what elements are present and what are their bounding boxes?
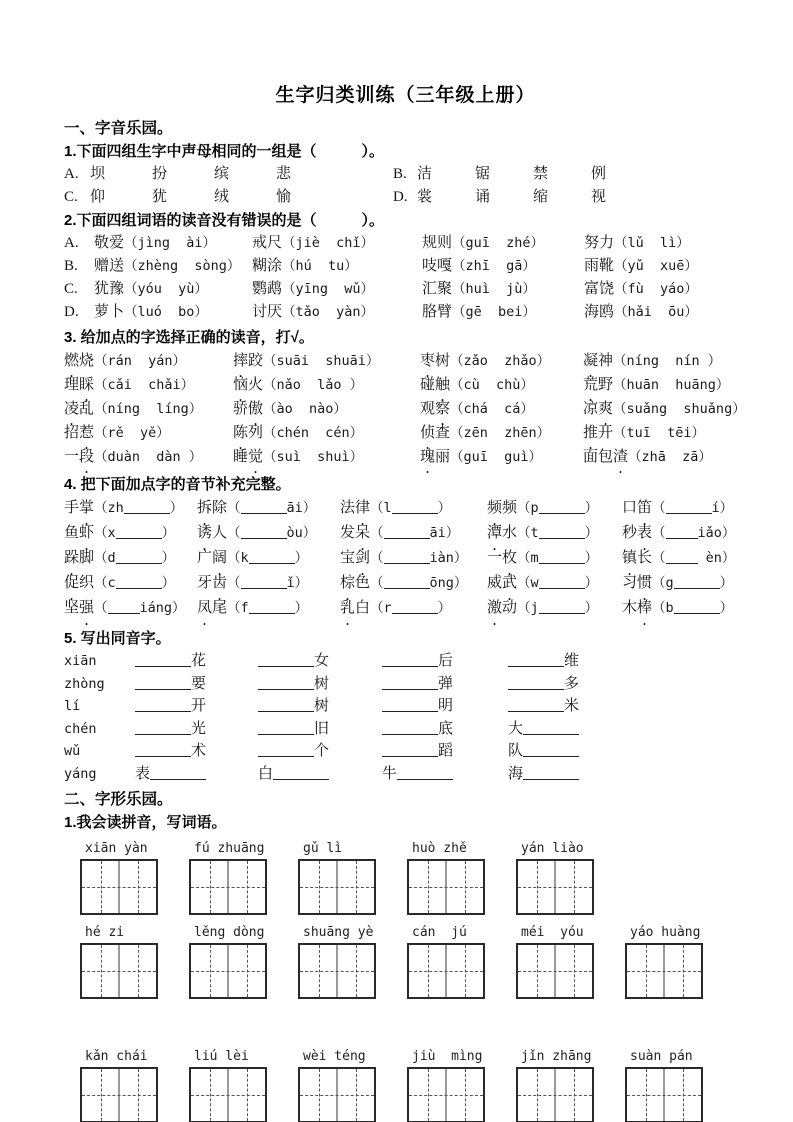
pinyin-label: yán liào (521, 841, 584, 856)
blank-line (135, 721, 191, 735)
blank-line (249, 602, 295, 614)
blank-line (674, 602, 720, 614)
homophone-cell: 术 (135, 740, 258, 763)
word-item: 吱嘎（zhī gā） (422, 258, 536, 274)
blank-line (150, 766, 206, 780)
pinyin: （zēn zhēn） (450, 425, 551, 441)
word-item: 胳臂（gē bei） (422, 304, 536, 320)
pinyin-label: hé zi (85, 925, 125, 940)
q2-prompt: 2.下面四组词语的读音没有错误的是（ ）。 (64, 212, 385, 229)
pinyin: （yǔ xuē） (614, 258, 698, 274)
grid-item (516, 841, 594, 915)
pinyin-label: yáng (64, 765, 97, 782)
pinyin-label: lí (64, 698, 81, 714)
dotted-word-item: 碰触（cù chù） (420, 377, 534, 393)
blank-line (135, 676, 191, 690)
pinyin: （tuī tēi） (613, 425, 706, 441)
syllable-fill-item: 宝剑（ iàn） (340, 550, 468, 566)
q4-prompt: 4. 把下面加点字的音节补充完整。 (64, 476, 291, 493)
q4-row (64, 571, 747, 596)
pinyin: （suāi shuāi） (263, 353, 380, 369)
pinyin: （cǎi chǎi） (94, 377, 195, 393)
blank-line (135, 698, 191, 712)
q3-row (64, 421, 747, 445)
word-item: 规则（guī zhé） (422, 235, 545, 251)
homophone-cell: 后 (382, 650, 508, 673)
blank-line (124, 502, 170, 514)
blank-line (666, 552, 698, 564)
hanzi: 仰 (90, 189, 106, 205)
pinyin: （lǔ lì） (614, 235, 690, 251)
pinyin: （rán yán） (94, 353, 187, 369)
grid-item (80, 1049, 158, 1122)
blank-line (135, 743, 191, 757)
section2-heading: 二、字形乐园。 (64, 791, 173, 808)
word-item: 敬爱（jìng ài） (94, 235, 217, 251)
word-item: 萝卜（luó bo） (94, 304, 208, 320)
syllable-fill-item: 木棒（b ） (622, 600, 734, 616)
pinyin-label: zhòng (64, 675, 105, 692)
q4-row (64, 496, 747, 521)
blank-line (392, 502, 438, 514)
q2-row (64, 232, 747, 255)
pinyin: （fù yáo） (614, 281, 698, 297)
hanzi: 愉 (276, 189, 292, 205)
homophone-cell: 牛 (382, 763, 508, 786)
writing-grid-box (80, 859, 158, 915)
blank-line (666, 502, 712, 514)
homophone-cell: 树 (258, 695, 382, 718)
dotted-word-item: 凉爽（suǎng shuǎng） (583, 401, 746, 417)
writing-grid-box (407, 1067, 485, 1122)
pinyin-label: huò zhě (412, 841, 467, 856)
pinyin: （duàn dàn ） (94, 449, 203, 465)
blank-line (241, 527, 287, 539)
syllable-fill-item: 促织（c ） (64, 575, 176, 591)
grid-row (80, 841, 747, 915)
dotted-word-item: 凝神（níng nín ） (583, 353, 722, 369)
pinyin-label: kǎn chái (85, 1049, 148, 1064)
writing-grid-box (516, 1067, 594, 1122)
blank-line (523, 743, 579, 757)
blank-line (258, 698, 314, 712)
syllable-fill-item: 牙齿（ ǐ） (197, 575, 309, 591)
homophone-cell: 开 (135, 695, 258, 718)
writing-grid-box (407, 943, 485, 999)
homophone-cell: 要 (135, 673, 258, 696)
writing-grid-box (407, 859, 485, 915)
pinyin: （ào nào） (263, 401, 347, 417)
blank-line (258, 653, 314, 667)
q5-row (64, 695, 747, 718)
grid-item (189, 925, 267, 999)
blank-line (384, 552, 430, 564)
q5-row (64, 718, 747, 741)
blank-line (241, 577, 287, 589)
q1-option-row (64, 186, 747, 209)
pinyin: （tǎo yàn） (282, 304, 375, 320)
blank-line (666, 527, 698, 539)
q1-prompt: 1.下面四组生字中声母相同的一组是（ ）。 (64, 143, 385, 160)
syllable-fill-item: 秒表（ iǎo） (622, 525, 736, 541)
word-item: 海鸥（hǎi ōu） (584, 304, 698, 320)
q3-row (64, 445, 747, 469)
dotted-word-item: 睡觉（suì shuì） (233, 449, 364, 465)
blank-line (674, 577, 720, 589)
pinyin-label: fú zhuāng (194, 841, 265, 856)
blank-line (135, 653, 191, 667)
writing-grid-box (298, 859, 376, 915)
writing-grid-box (516, 859, 594, 915)
pinyin-label: xiān yàn (85, 841, 148, 856)
hanzi: 坝 (90, 166, 106, 182)
pinyin-label: jiù mìng (412, 1049, 483, 1064)
syllable-fill-item: 广阔（k ） (197, 550, 309, 566)
word-item: 雨靴（yǔ xuē） (584, 258, 698, 274)
writing-grid-box (298, 943, 376, 999)
hanzi: 禁 (533, 166, 549, 182)
grid-item (298, 1049, 376, 1122)
grid-row (80, 1049, 747, 1122)
dotted-word-item: 观察（chá cá） (420, 401, 534, 417)
writing-grid-box (298, 1067, 376, 1122)
blank-line (523, 766, 579, 780)
blank-line (508, 653, 564, 667)
option-label: B. (64, 258, 78, 274)
pinyin: （luó bo） (124, 304, 208, 320)
blank-line (508, 698, 564, 712)
syllable-fill-item: 鱼虾（x ） (64, 525, 176, 541)
pinyin: （zhī gā） (452, 258, 536, 274)
syllable-fill-item: 口笛（ í） (622, 500, 734, 516)
syllable-fill-item: 拆除（ āi） (197, 500, 317, 516)
pinyin: （níng líng） (94, 401, 203, 417)
blank-line (116, 552, 162, 564)
hanzi: 扮 (152, 166, 168, 182)
blank-line (539, 552, 585, 564)
dotted-word-item: 骄傲（ào nào） (233, 401, 347, 417)
writing-grid-box (625, 1067, 703, 1122)
grid-item (516, 1049, 594, 1122)
homophone-cell: 米 (508, 695, 747, 718)
writing-grid-box (189, 1067, 267, 1122)
homophone-cell: 表 (135, 763, 258, 786)
pinyin: （gē bei） (452, 304, 536, 320)
hanzi: 视 (591, 189, 607, 205)
option-label: A. (64, 166, 79, 182)
pinyin-label: chén (64, 720, 97, 737)
pinyin-label: xiān (64, 653, 97, 669)
writing-grid-box (625, 943, 703, 999)
writing-grid-box (80, 1067, 158, 1122)
blank-line (539, 527, 585, 539)
syllable-fill-item: 频频（p ） (487, 500, 599, 516)
syllable-fill-item: 法律（l ） (340, 500, 452, 516)
pinyin-label: yáo huàng (630, 925, 701, 940)
word-item: 汇聚（huì jù） (422, 281, 536, 297)
page-title: 生字归类训练（三年级上册） (275, 85, 536, 106)
option-label: D. (393, 189, 408, 205)
q2-row (64, 301, 747, 324)
dotted-word-item: 理睬（cǎi chǎi） (64, 377, 195, 393)
q5-prompt: 5. 写出同音字。 (64, 630, 171, 647)
q3-prompt: 3. 给加点的字选择正确的读音，打√。 (64, 329, 314, 346)
homophone-cell: 旧 (258, 718, 382, 741)
q4-row (64, 521, 747, 546)
q2-row (64, 278, 747, 301)
pinyin: （jìng ài） (124, 235, 217, 251)
grid-item (80, 841, 158, 915)
word-item: 犹豫（yóu yù） (94, 281, 208, 297)
grid-item (407, 841, 485, 915)
syllable-fill-item: 威武（w ） (487, 575, 599, 591)
hanzi: 锯 (475, 166, 491, 182)
pinyin: （zǎo zhǎo） (450, 353, 551, 369)
syllable-fill-item: 乳白（r ） (340, 600, 452, 616)
syllable-fill-item: 跺脚（d ） (64, 550, 176, 566)
blank-line (382, 698, 438, 712)
pinyin-label: shuāng yè (303, 925, 374, 940)
word-item: 富饶（fù yáo） (584, 281, 698, 297)
option-label: B. (393, 166, 407, 182)
pinyin: （suì shuì） (263, 449, 364, 465)
q5-row (64, 673, 747, 696)
q5-row (64, 740, 747, 763)
pinyin-label: liú lèi (194, 1049, 249, 1064)
hanzi: 洁 (417, 166, 433, 182)
dotted-word-item: 侦查（zēn zhēn） (420, 425, 551, 441)
pinyin: （hú tu） (282, 258, 358, 274)
writing-grid-box (189, 859, 267, 915)
hanzi: 犹 (152, 189, 168, 205)
pinyin: （chá cá） (450, 401, 534, 417)
homophone-cell: 明 (382, 695, 508, 718)
pinyin: （hǎi ōu） (614, 304, 698, 320)
homophone-cell: 花 (135, 650, 258, 673)
homophone-cell: 维 (508, 650, 747, 673)
pinyin: （guī guì） (450, 449, 543, 465)
pinyin-label: cán jú (412, 925, 467, 940)
option-label: A. (64, 235, 79, 251)
grid-item (407, 925, 485, 999)
blank-line (382, 743, 438, 757)
syllable-fill-item: 习惯（g ） (622, 575, 734, 591)
dotted-word-item: 招惹（rě yě） (64, 425, 170, 441)
writing-grid-box (80, 943, 158, 999)
pinyin: （suǎng shuǎng） (613, 401, 746, 417)
hanzi: 诵 (475, 189, 491, 205)
pinyin-writing-grids (80, 841, 747, 1122)
dotted-word-item: 陈列（chén cén） (233, 425, 364, 441)
option-label: C. (64, 281, 78, 297)
blank-line (382, 721, 438, 735)
hanzi: 缩 (533, 189, 549, 205)
grid-item (298, 925, 376, 999)
homophone-cell: 弹 (382, 673, 508, 696)
blank-line (116, 577, 162, 589)
pinyin-label: wèi téng (303, 1049, 366, 1064)
grid-item (407, 1049, 485, 1122)
hanzi: 绒 (214, 189, 230, 205)
grid-item (80, 925, 158, 999)
homophone-cell: 蹈 (382, 740, 508, 763)
homophone-cell: 大 (508, 718, 747, 741)
dotted-word-item: 瑰丽（guī guì） (420, 449, 543, 465)
blank-line (116, 527, 162, 539)
blank-line (539, 502, 585, 514)
homophone-cell: 白 (258, 763, 382, 786)
pinyin: （guī zhé） (452, 235, 545, 251)
homophone-cell: 队 (508, 740, 747, 763)
writing-grid-box (516, 943, 594, 999)
blank-line (258, 721, 314, 735)
pinyin: （jiè chǐ） (282, 235, 375, 251)
blank-line (258, 676, 314, 690)
grid-item (298, 841, 376, 915)
dotted-word-item: 摔跤（suāi shuāi） (233, 353, 380, 369)
blank-line (397, 766, 453, 780)
writing-grid-box (189, 943, 267, 999)
blank-line (508, 676, 564, 690)
q3-row (64, 349, 747, 373)
pinyin-label: wǔ (64, 743, 81, 759)
syllable-fill-item: 凤尾（f ） (197, 600, 309, 616)
homophone-cell: 个 (258, 740, 382, 763)
grid-item (625, 925, 703, 999)
blank-line (249, 552, 295, 564)
syllable-fill-item: 一枚（m ） (487, 550, 599, 566)
dotted-word-item: 恼火（nǎo lǎo ） (233, 377, 364, 393)
pinyin-label: gǔ lì (303, 841, 343, 856)
blank-line (382, 653, 438, 667)
syllable-fill-item: 激动（j ） (487, 600, 599, 616)
pinyin: （rě yě） (94, 425, 170, 441)
blank-line (382, 676, 438, 690)
grid-row (80, 925, 747, 999)
pinyin: （níng nín ） (613, 353, 722, 369)
blank-line (108, 602, 140, 614)
homophone-cell: 底 (382, 718, 508, 741)
word-item: 讨厌（tǎo yàn） (252, 304, 375, 320)
pinyin: （zhā zā） (628, 449, 712, 465)
blank-line (523, 721, 579, 735)
word-item: 赠送（zhèng sòng） (94, 258, 241, 274)
q1-option-row (64, 163, 747, 186)
q5-row (64, 763, 747, 786)
pinyin: （huān huāng） (613, 377, 730, 393)
q2-row (64, 255, 747, 278)
q4-row (64, 596, 747, 621)
dotted-word-item: 燃烧（rán yán） (64, 353, 187, 369)
grid-item (625, 1049, 703, 1122)
hanzi: 缤 (214, 166, 230, 182)
option-label: C. (64, 189, 78, 205)
s2-q1-prompt: 1.我会读拼音，写词语。 (64, 814, 227, 831)
blank-line (384, 527, 430, 539)
pinyin-label: méi yóu (521, 925, 584, 940)
syllable-fill-item: 镇长（ èn） (622, 550, 736, 566)
syllable-fill-item: 潭水（t ） (487, 525, 599, 541)
syllable-fill-item: 发呆（ āi） (340, 525, 460, 541)
blank-line (539, 602, 585, 614)
syllable-fill-item: 手掌（zh ） (64, 500, 184, 516)
pinyin: （chén cén） (263, 425, 364, 441)
grid-item (189, 1049, 267, 1122)
dotted-word-item: 枣树（zǎo zhǎo） (420, 353, 551, 369)
homophone-cell: 女 (258, 650, 382, 673)
homophone-cell: 树 (258, 673, 382, 696)
dotted-word-item: 凌乱（níng líng） (64, 401, 203, 417)
dotted-word-item: 荒野（huān huāng） (583, 377, 730, 393)
section1-heading: 一、字音乐园。 (64, 120, 173, 137)
word-item: 糊涂（hú tu） (252, 258, 358, 274)
q3-row (64, 397, 747, 421)
blank-line (258, 743, 314, 757)
blank-line (539, 577, 585, 589)
blank-line (241, 502, 287, 514)
word-item: 努力（lǔ lì） (584, 235, 690, 251)
word-item: 鹦鹉（yīng wǔ） (252, 281, 375, 297)
q3-row (64, 373, 747, 397)
grid-item (189, 841, 267, 915)
dotted-word-item: 一段（duàn dàn ） (64, 449, 203, 465)
grid-item (516, 925, 594, 999)
q5-row (64, 650, 747, 673)
dotted-word-item: 推开（tuī tēi） (583, 425, 706, 441)
pinyin: （cù chù） (450, 377, 534, 393)
syllable-fill-item: 棕色（ ōng） (340, 575, 468, 591)
homophone-cell: 多 (508, 673, 747, 696)
pinyin: （zhèng sòng） (124, 258, 241, 274)
hanzi: 裳 (417, 189, 433, 205)
pinyin: （yīng wǔ） (282, 281, 375, 297)
pinyin-label: lěng dòng (194, 925, 265, 940)
syllable-fill-item: 诱人（ òu） (197, 525, 317, 541)
blank-line (384, 577, 430, 589)
homophone-cell: 海 (508, 763, 747, 786)
blank-line (392, 602, 438, 614)
homophone-cell: 光 (135, 718, 258, 741)
dotted-word-item: 面包渣（zhā zā） (583, 449, 712, 465)
word-item: 戒尺（jiè chǐ） (252, 235, 375, 251)
pinyin-label: jǐn zhāng (521, 1049, 592, 1064)
pinyin: （nǎo lǎo ） (263, 377, 364, 393)
blank-line (273, 766, 329, 780)
pinyin: （yóu yù） (124, 281, 208, 297)
hanzi: 例 (591, 166, 607, 182)
option-label: D. (64, 304, 79, 320)
syllable-fill-item: 坚强（ iáng） (64, 600, 186, 616)
hanzi: 悲 (276, 166, 292, 182)
pinyin: （huì jù） (452, 281, 536, 297)
pinyin-label: suàn pán (630, 1049, 693, 1064)
